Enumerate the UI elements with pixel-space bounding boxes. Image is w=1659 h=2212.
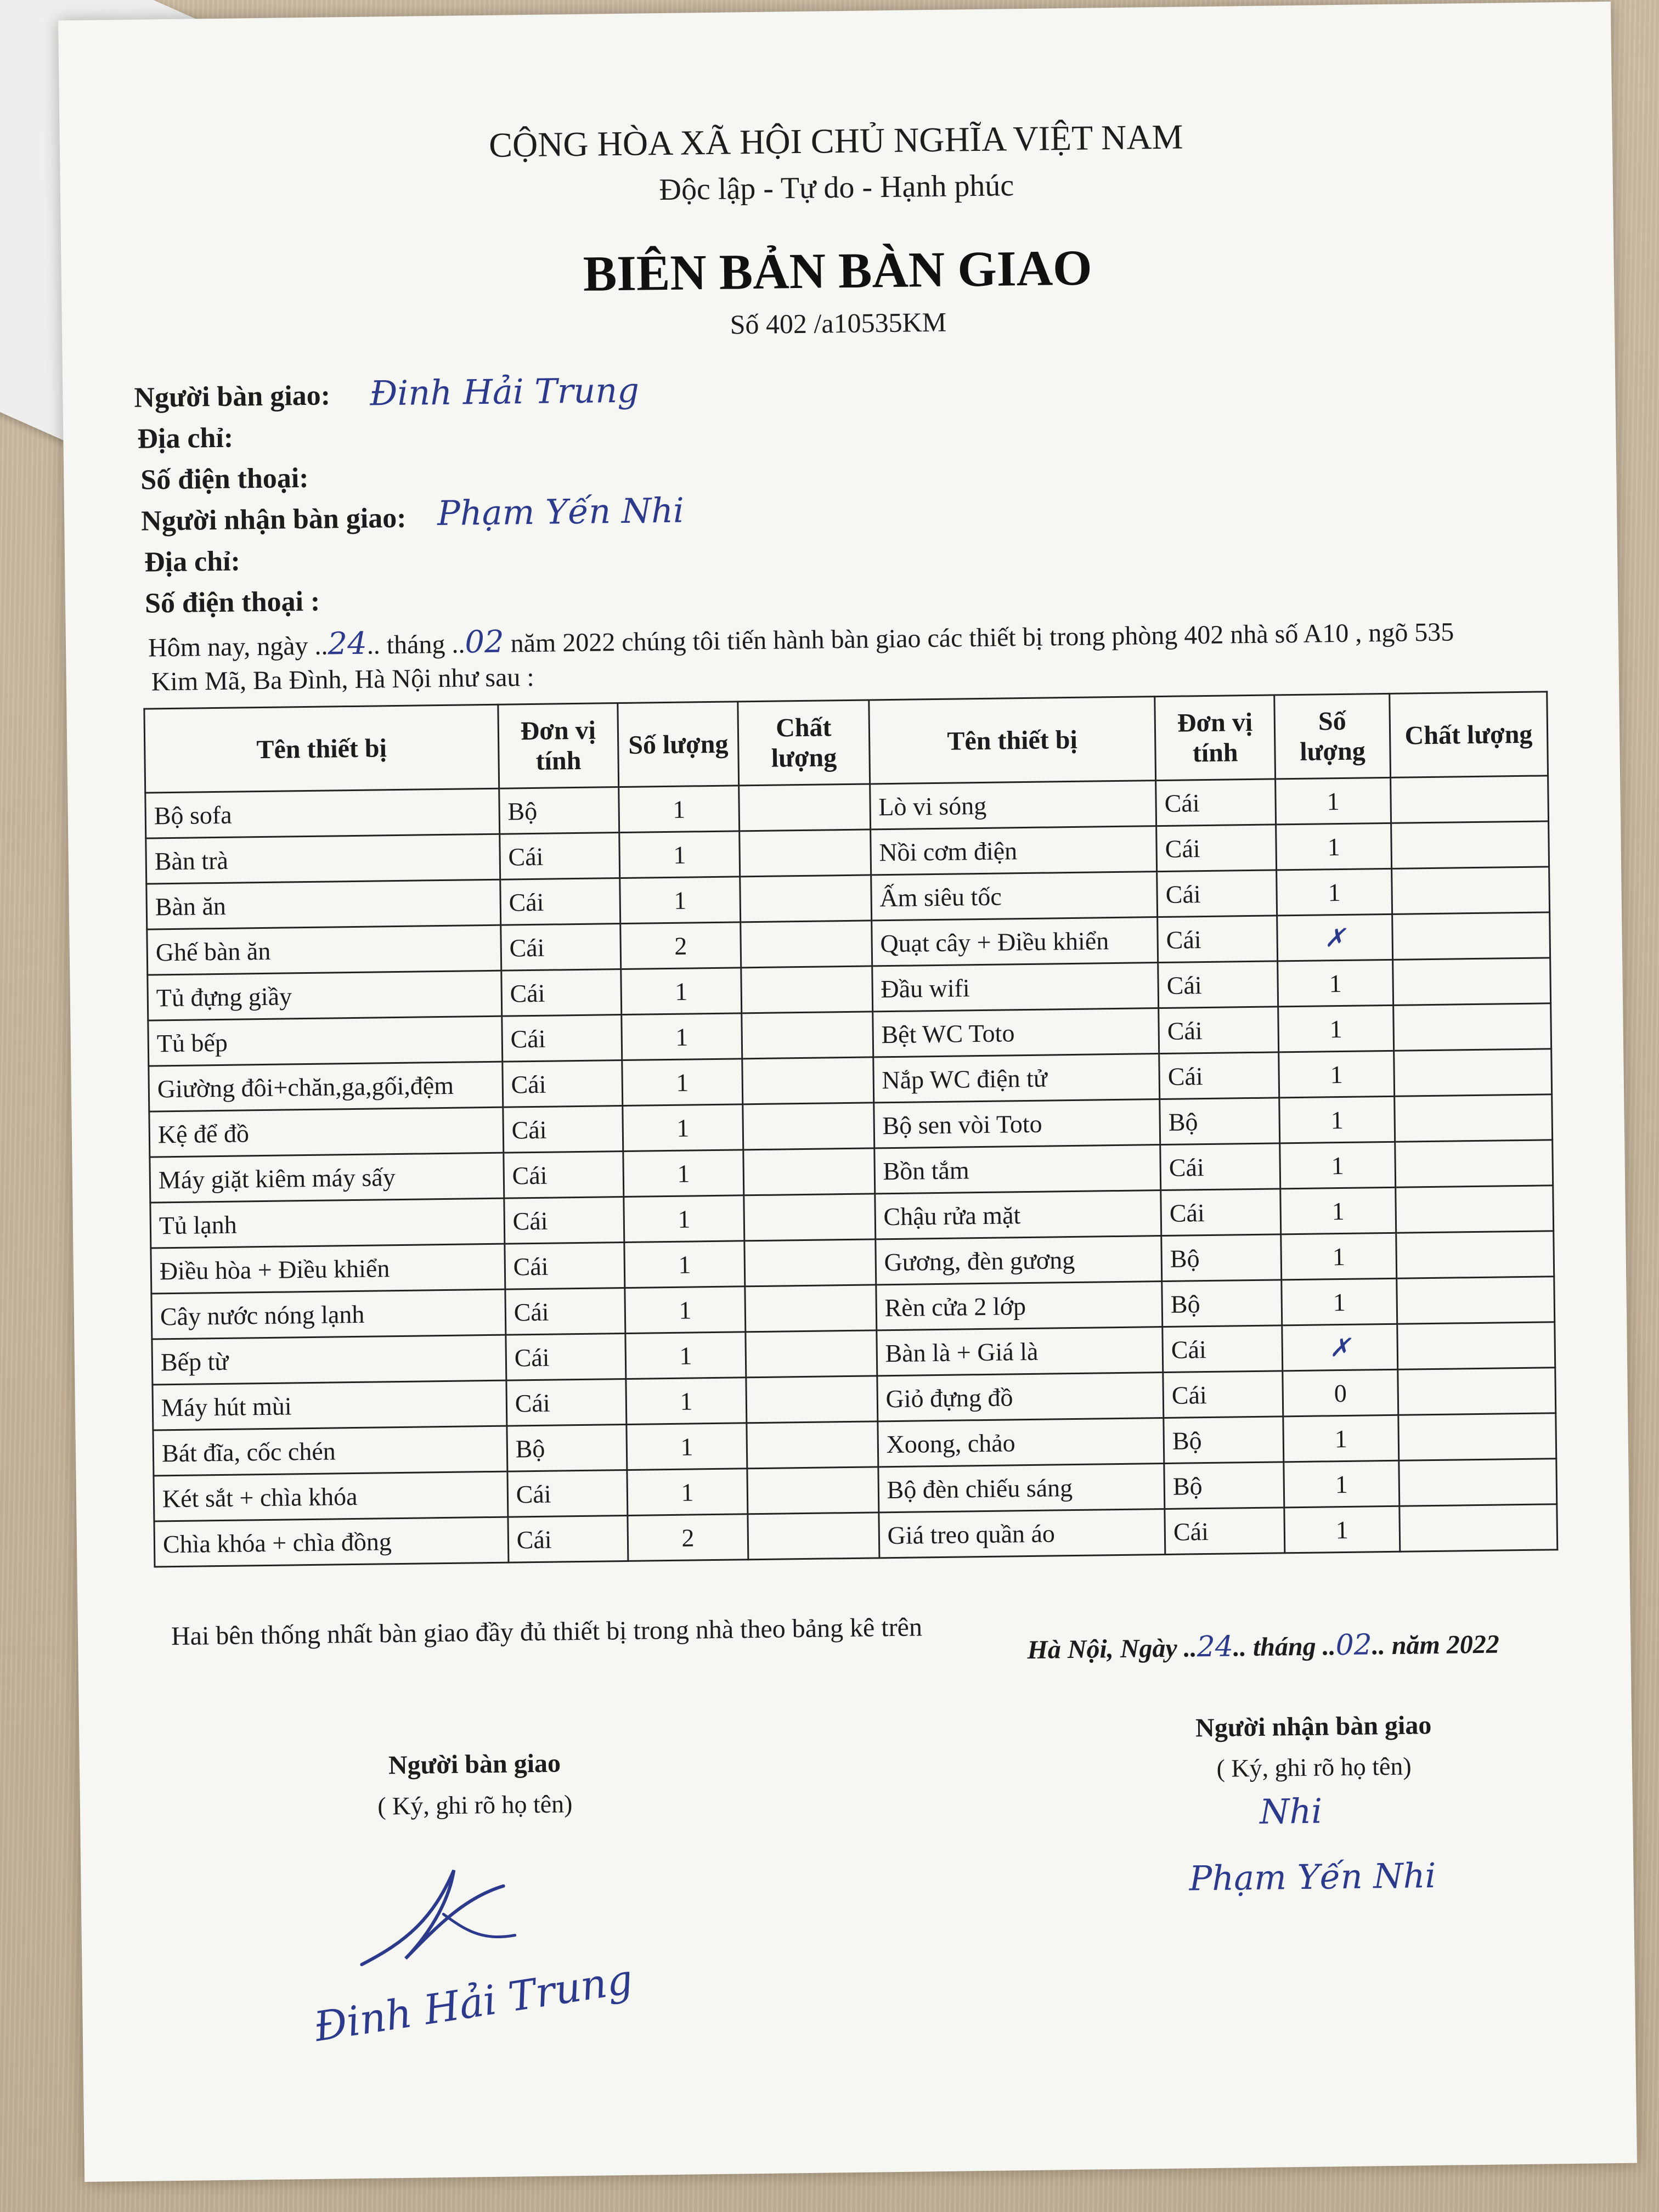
item-quality-2 <box>1392 912 1550 960</box>
col-name-header: Tên thiết bị <box>144 704 499 793</box>
document-title: BIÊN BẢN BÀN GIAO <box>583 239 1093 302</box>
item-unit: Cái <box>503 1106 623 1153</box>
item-unit: Cái <box>505 1242 625 1289</box>
item-qty-2: 1 <box>1279 1051 1394 1098</box>
item-name: Két sắt + chìa khóa <box>154 1471 508 1521</box>
item-qty: 1 <box>623 1150 744 1197</box>
item-quality <box>742 1057 874 1104</box>
item-quality-2 <box>1397 1322 1555 1370</box>
item-name-2: Chậu rửa mặt <box>874 1190 1161 1239</box>
item-unit-2: Cái <box>1163 1325 1283 1373</box>
item-quality-2 <box>1391 821 1549 869</box>
item-qty: 1 <box>621 968 742 1015</box>
item-quality <box>744 1239 876 1286</box>
intro-day: 24 <box>328 625 368 662</box>
col-qty2-header: Số lượng <box>1274 693 1390 779</box>
item-qty-2: ✗ <box>1282 1324 1397 1371</box>
receiver-signature-name: Phạm Yến Nhi <box>1189 1855 1436 1899</box>
item-quality-2 <box>1396 1231 1554 1279</box>
equipment-table <box>143 691 1558 1567</box>
item-unit-2: Bộ <box>1164 1462 1284 1509</box>
item-qty: 1 <box>622 1059 743 1106</box>
item-qty-2: 1 <box>1281 1233 1396 1280</box>
date-day: 24 <box>1197 1630 1234 1664</box>
date-month: 02 <box>1335 1628 1373 1662</box>
item-name-2: Ấm siêu tốc <box>871 872 1157 921</box>
handover-name: Đinh Hải Trung <box>369 370 640 414</box>
date-text-b: .. tháng .. <box>1233 1632 1336 1662</box>
item-name: Kệ để đồ <box>149 1107 504 1157</box>
item-qty: 1 <box>624 1195 744 1243</box>
item-unit: Cái <box>506 1333 626 1380</box>
item-qty: 1 <box>619 786 740 833</box>
item-unit: Cái <box>505 1288 625 1335</box>
item-qty: 1 <box>624 1241 745 1288</box>
item-name: Bát đĩa, cốc chén <box>153 1426 507 1476</box>
item-quality <box>746 1376 878 1423</box>
item-qty-2: 1 <box>1280 1187 1396 1234</box>
item-unit: Cái <box>506 1379 627 1426</box>
item-name-2: Giá treo quần áo <box>879 1509 1165 1558</box>
item-unit: Cái <box>499 833 619 880</box>
item-name: Bộ sofa <box>145 788 500 838</box>
intro-text-c: năm 2022 chúng tôi tiến hành bàn giao các thiết bị trong phòng 402 nhà số A10 , ngõ 535 <box>504 617 1454 658</box>
date-text-a: Hà Nội, Ngày .. <box>1027 1633 1198 1665</box>
handover-label: Người bàn giao: <box>134 380 331 414</box>
item-qty-2: 1 <box>1278 1005 1393 1052</box>
item-unit: Cái <box>507 1470 628 1517</box>
item-name: Tủ bếp <box>148 1016 503 1066</box>
item-quality-2 <box>1397 1368 1555 1415</box>
item-qty: 1 <box>627 1469 748 1516</box>
item-quality-2 <box>1393 1003 1551 1051</box>
item-name: Bàn ăn <box>146 879 501 929</box>
receiver-signature-block <box>1143 1709 1485 1784</box>
item-unit: Bộ <box>507 1424 627 1471</box>
item-quality <box>744 1194 876 1241</box>
item-unit-2: Cái <box>1156 779 1276 826</box>
item-name-2: Bàn là + Giá là <box>877 1327 1163 1376</box>
intro-text-b: .. tháng .. <box>366 629 465 660</box>
item-qty: 1 <box>620 877 741 924</box>
item-name: Ghế bàn ăn <box>147 925 501 975</box>
item-unit: Cái <box>501 969 622 1017</box>
receiver-sign-title: Người nhận bàn giao <box>1195 1711 1432 1743</box>
item-quality-2 <box>1400 1504 1558 1552</box>
receiver-label: Người nhận bàn giao: <box>140 502 407 537</box>
item-unit: Cái <box>508 1515 628 1562</box>
item-unit: Cái <box>502 1015 622 1062</box>
receiver-name: Phạm Yến Nhi <box>437 490 685 534</box>
col-unit-header: Đơn vị tính <box>498 703 619 789</box>
item-name-2: Rèn cửa 2 lớp <box>876 1282 1163 1330</box>
item-name-2: Gương, đèn gương <box>875 1236 1161 1285</box>
item-qty-2: 1 <box>1279 1096 1395 1143</box>
item-qty-2: 1 <box>1276 777 1391 825</box>
item-name-2: Xoong, chảo <box>878 1418 1164 1467</box>
item-unit-2: Bộ <box>1161 1234 1282 1282</box>
handover-sign-title: Người bàn giao <box>388 1748 561 1780</box>
item-quality-2 <box>1395 1140 1553 1188</box>
item-quality-2 <box>1393 1049 1551 1097</box>
item-name: Điều hòa + Điều khiển <box>151 1244 505 1294</box>
col-qty-header: Số lượng <box>618 702 739 787</box>
date-text-c: .. năm 2022 <box>1372 1629 1500 1661</box>
phone-label-2: Số điện thoại : <box>144 585 320 619</box>
item-quality <box>748 1513 879 1560</box>
intro-text-a: Hôm nay, ngày .. <box>148 631 328 663</box>
col-name2-header: Tên thiết bị <box>868 697 1155 784</box>
item-qty-2: 1 <box>1278 960 1393 1007</box>
address-label-2: Địa chỉ: <box>144 545 241 578</box>
item-name: Máy giặt kiêm máy sấy <box>150 1153 504 1203</box>
item-name: Tủ đựng giầy <box>148 970 502 1020</box>
item-quality <box>747 1467 879 1514</box>
item-qty-2: 1 <box>1277 868 1392 916</box>
item-name: Tủ lạnh <box>150 1198 505 1248</box>
country-header: CỘNG HÒA XÃ HỘI CHỦ NGHĨA VIỆT NAM <box>488 117 1183 165</box>
item-quality-2 <box>1395 1186 1553 1233</box>
item-quality <box>743 1148 875 1195</box>
item-unit: Cái <box>503 1060 623 1108</box>
item-qty: 1 <box>625 1286 746 1334</box>
item-qty: 1 <box>622 1013 742 1060</box>
item-qty-2: 1 <box>1276 823 1391 870</box>
intro-line-2: Kim Mã, Ba Đình, Hà Nội như sau : <box>151 662 535 697</box>
col-unit2-header: Đơn vị tính <box>1155 695 1276 781</box>
item-unit-2: Bộ <box>1164 1417 1284 1464</box>
item-unit: Bộ <box>499 787 619 834</box>
item-quality <box>742 1012 873 1059</box>
item-quality-2 <box>1398 1413 1556 1461</box>
item-unit: Cái <box>500 878 620 926</box>
item-qty-2: 1 <box>1283 1415 1398 1462</box>
table-header-row <box>144 692 1548 793</box>
item-name-2: Bộ đèn chiếu sáng <box>878 1464 1165 1513</box>
item-quality <box>739 784 871 831</box>
handover-signature-block <box>310 1747 640 1821</box>
agreement-text: Hai bên thống nhất bàn giao đầy đủ thiết bị trong nhà theo bảng kê trên <box>171 1612 923 1651</box>
phone-label-1: Số điện thoại: <box>140 462 309 496</box>
item-qty-2: 1 <box>1284 1506 1400 1553</box>
item-unit: Cái <box>504 1152 624 1199</box>
intro-line-1 <box>148 612 1454 664</box>
item-name-2: Quạt cây + Điều khiển <box>871 917 1158 966</box>
item-quality <box>745 1285 877 1332</box>
item-quality <box>743 1103 874 1150</box>
item-quality-2 <box>1396 1277 1554 1324</box>
handover-signature-name: Đinh Hải Trung <box>311 1955 636 2051</box>
item-quality <box>747 1421 878 1469</box>
item-qty: 1 <box>627 1423 747 1470</box>
item-name-2: Đầu wifi <box>872 963 1158 1012</box>
item-quality <box>741 921 872 968</box>
item-unit-2: Bộ <box>1162 1280 1282 1327</box>
item-quality <box>740 830 871 877</box>
item-qty: 1 <box>623 1104 743 1152</box>
item-qty: 1 <box>625 1332 746 1379</box>
item-quality-2 <box>1391 867 1549 915</box>
item-qty: 1 <box>619 831 740 878</box>
receiver-sign-sub: ( Ký, ghi rõ họ tên) <box>1216 1752 1412 1782</box>
item-qty: 2 <box>620 922 741 969</box>
item-name-2: Nắp WC điện tử <box>873 1054 1159 1103</box>
item-unit-2: Cái <box>1158 961 1278 1008</box>
item-unit-2: Cái <box>1163 1371 1283 1418</box>
item-qty-2: 1 <box>1282 1278 1397 1325</box>
item-name-2: Nồi cơm điện <box>870 826 1156 875</box>
item-unit-2: Cái <box>1158 916 1278 963</box>
item-quality-2 <box>1394 1094 1552 1142</box>
item-qty-2: 0 <box>1283 1369 1398 1417</box>
item-unit: Cái <box>501 924 621 971</box>
document-number: Số 402 /a10535KM <box>730 306 947 340</box>
item-qty: 2 <box>628 1514 748 1561</box>
handover-sign-sub: ( Ký, ghi rõ họ tên) <box>377 1790 573 1820</box>
item-unit-2: Cái <box>1165 1508 1285 1555</box>
item-unit-2: Cái <box>1156 825 1277 872</box>
item-unit-2: Cái <box>1159 1007 1279 1054</box>
item-name: Giường đôi+chăn,ga,gối,đệm <box>149 1062 503 1111</box>
item-quality-2 <box>1392 958 1550 1006</box>
item-qty: 1 <box>626 1378 747 1425</box>
item-qty-2: ✗ <box>1277 914 1392 961</box>
address-label-1: Địa chỉ: <box>137 422 234 455</box>
item-name-2: Giỏ đựng đồ <box>877 1373 1164 1421</box>
item-qty-2: 1 <box>1284 1460 1399 1508</box>
document-page <box>58 2 1637 2182</box>
item-quality <box>741 966 873 1013</box>
item-name: Chìa khóa + chìa đồng <box>154 1517 509 1567</box>
item-name: Bàn trà <box>146 834 500 884</box>
item-quality <box>740 875 872 922</box>
item-unit-2: Cái <box>1160 1143 1280 1190</box>
item-name: Máy hút mùi <box>153 1380 507 1430</box>
intro-month: 02 <box>464 624 505 661</box>
item-name: Cây nước nóng lạnh <box>151 1289 506 1339</box>
item-name-2: Bệt WC Toto <box>872 1008 1159 1057</box>
item-name: Bếp từ <box>152 1335 506 1385</box>
item-name-2: Bồn tắm <box>874 1145 1160 1194</box>
motto: Độc lập - Tự do - Hạnh phúc <box>659 168 1014 207</box>
item-unit-2: Cái <box>1161 1189 1281 1236</box>
item-name-2: Bộ sen vòi Toto <box>873 1099 1160 1148</box>
col-quality-header: Chất lượng <box>738 700 870 786</box>
item-quality-2 <box>1390 776 1548 823</box>
item-quality-2 <box>1398 1459 1556 1506</box>
item-unit: Cái <box>504 1197 624 1244</box>
item-qty-2: 1 <box>1280 1142 1395 1189</box>
receiver-initial: Nhi <box>1259 1791 1323 1832</box>
col-quality2-header: Chất lượng <box>1389 692 1548 777</box>
item-name-2: Lò vi sóng <box>870 781 1156 830</box>
item-unit-2: Cái <box>1157 870 1277 917</box>
item-quality <box>746 1330 877 1378</box>
item-unit-2: Bộ <box>1160 1098 1280 1145</box>
item-unit-2: Cái <box>1159 1052 1279 1099</box>
sign-date <box>1027 1627 1499 1666</box>
